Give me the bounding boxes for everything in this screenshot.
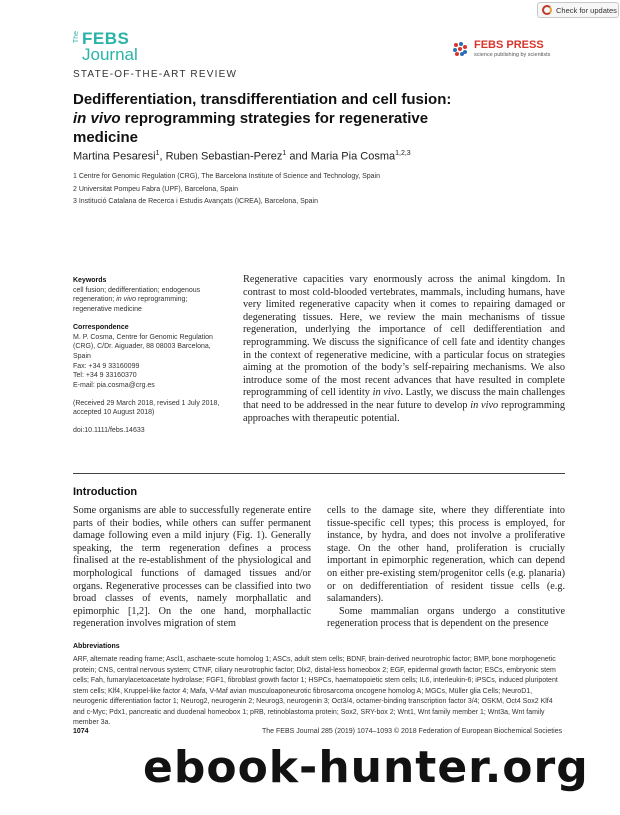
febs-journal-logo [73, 31, 141, 63]
keywords-text [73, 286, 223, 315]
abstract-italic: in vivo [470, 399, 499, 411]
logo-journal: Journal [82, 45, 138, 64]
correspondence-email[interactable]: E-mail: pia.cosma@crg.es [73, 382, 155, 390]
author-list [73, 150, 411, 163]
correspondence-line: Fax: +34 9 33160099 [73, 362, 140, 370]
correspondence-line: M. P. Cosma, Centre for Genomic Regulation (CRG), C/Dr. Aiguader, 88 08003 Barcelona, Spain [73, 333, 213, 360]
crossmark-icon [542, 5, 552, 15]
affiliations [73, 171, 380, 209]
abstract-italic: in vivo [372, 387, 401, 399]
affiliation: 3 Institució Catalana de Recerca i Estudis Avançats (ICREA), Barcelona, Spain [73, 198, 318, 205]
febs-press-tagline: science publishing by scientists [474, 52, 551, 58]
keywords-italic: in vivo [116, 296, 137, 304]
affiliation: 2 Universitat Pompeu Fabra (UPF), Barcelona, Spain [73, 185, 238, 193]
introduction-heading: Introduction [73, 486, 138, 498]
febs-press-name: FEBS PRESS [474, 39, 544, 51]
abstract-text: Regenerative capacities vary enormously across the animal kingdom. In contrast to most cold-blooded vertebrates, mammals, including humans, have very limited regenerative capacity when it comes to repairing damaged or degenerating tissues. Here, we review the main mechanisms of tissue regeneration, underlying the importance of cell dedifferentiation and reprogramming. We discuss the significance of cell fate and identity changes in the context of regenerative medicine, with a particular focus on strategies aiming at the promotion of the body’s self-repairing mechanisms. We also introduce some of the most recent advances that have resulted in complete reprogramming of cell identity [243, 274, 565, 399]
page-number: 1074 [73, 728, 89, 735]
affiliation: 1 Centre for Genomic Regulation (CRG), The Barcelona Institute of Science and Technology, Spain [73, 173, 381, 180]
keywords-part: cell fusion; dedifferentiation; endogenous regeneration; [73, 286, 201, 304]
check-for-updates-label: Check for updates [556, 5, 617, 15]
author-name: Martina Pesaresi [73, 150, 156, 163]
abstract-text: . Lastly, we discuss the main challenges that need to be addressed in the near future to develop [243, 387, 566, 411]
author-name: Ruben Sebastian-Perez [165, 150, 283, 163]
author-affiliation-ref: 1,2,3 [395, 150, 411, 157]
logo-the: The [73, 31, 80, 44]
title-line-3: medicine [73, 129, 139, 146]
author-affiliation-ref: 1 [155, 150, 160, 157]
abstract-text: reprogramming approaches with therapeutic potential. [243, 399, 565, 424]
author-separator: and [286, 150, 311, 163]
body-column-right [327, 505, 565, 631]
body-paragraph: Some organisms are able to successfully regenerate entire parts of their bodies, while others can suffer permanent damage following even a mild injury (Fig. 1). Generally speaking, the term regeneration defines a process finalised at the re-establishment of the physiological and morphological functions of damaged tissues and/or organs. Regenerative processes can be classified into two broad classes of events, namely morphallatic and epimorphic [1,2]. On the one hand, morphallactic regeneration involves migration of stem [73, 505, 311, 630]
title-line-2: reprogramming strategies for regenerative [120, 110, 429, 127]
title-line-1: Dedifferentiation, transdifferentiation and cell fusion: [73, 91, 452, 108]
body-column-left [73, 505, 311, 631]
body-paragraph: Some mammalian organs undergo a constitutive regeneration process that is dependent on the presence [327, 605, 565, 630]
watermark: ebook-hunter.org [143, 742, 589, 793]
section-divider [73, 473, 565, 474]
author-name: Maria Pia Cosma [310, 150, 396, 163]
keywords-part: reprogramming; regenerative medicine [73, 296, 188, 314]
body-paragraph: cells to the damage site, where they differentiate into tissue-specific cell types; this process is employed, for instance, by hydra, and does not involve a proliferative stage. On the other hand, proliferation is crucially important in epimorphic regeneration, which can depend on either pre-existing stem/progenitor cells (e.g. planaria) or on dedifferentiation of resident tissue cells (e.g. salamanders). [327, 505, 565, 605]
author-separator: , [159, 150, 166, 163]
article-title [73, 90, 553, 147]
correspondence-heading: Correspondence [73, 323, 129, 331]
article-sidebar [73, 276, 223, 436]
logo-febs: FEBS [82, 29, 130, 48]
article-type: STATE-OF-THE-ART REVIEW [73, 69, 238, 80]
abbreviations-text: ARF, alternate reading frame; Ascl1, aschaete-scute homolog 1; ASCs, adult stem cells; BDNF, brain-derived neurotrophic factor; BMP, bone morphogenetic protein; CNS, central nervous system; CTNF, ciliary neurotrophic factor; Dlx2, distal-less homeobox 2; EGF, epidermal growth factor; ESCs, embryonic stem cells; Fah, fumarylacetoacetate hydrolase; FGF1, fibroblast growth factor 1; HSPCs, haematopoietic stem cells; IL6, interleukin-6; iPSCs, induced pluripotent stem cells; Klf4, Kruppel-like factor 4; Mafa, V-Maf avian musculoaponeurotic fibrosarcoma oncogene homolog A; MGCs, Müller glia Cells; NeuroD1, neurogenic differentiation factor 1; Neurog2, neurogenin 2; Neurog3, neurogenin 3; Oct3/4, octamer-binding transcription factor 3/4; OSKM, Oct4 Sox2 Klf4 and c-Myc; Pdx1, pancreatic and duodenal homeobox 1; pRB, retinoblastoma protein; Sox2, SRY-box 2; Wnt1, Wnt family member 1; Wnt3a, Wnt family member 3a. [73, 656, 558, 726]
article-dates: (Received 29 March 2018, revised 1 July 2018, accepted 10 August 2018) [73, 399, 220, 417]
keywords-heading: Keywords [73, 277, 107, 284]
abstract [243, 274, 565, 425]
doi-link[interactable]: doi:10.1111/febs.14633 [73, 427, 145, 435]
title-italic: in vivo [73, 110, 121, 127]
journal-footer: The FEBS Journal 285 (2019) 1074–1093 © 2018 Federation of European Biochemical Societies [262, 728, 563, 735]
febs-press-mark-icon [452, 41, 468, 57]
author-affiliation-ref: 1 [282, 150, 287, 157]
febs-press-logo [452, 39, 582, 61]
check-for-updates-button[interactable] [537, 2, 619, 18]
abbreviations-heading: Abbreviations [73, 643, 120, 650]
correspondence-line: Tel: +34 9 33160370 [73, 372, 137, 380]
